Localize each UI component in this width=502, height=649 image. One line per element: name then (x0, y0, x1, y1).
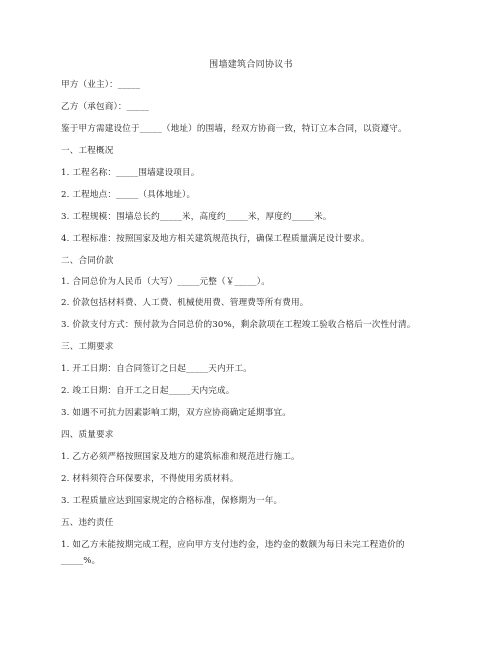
party-b-line: 乙方（承包商）：_____ (61, 102, 149, 112)
clause-line: 1. 合同总价为人民币（大写）_____元整（￥_____）。 (61, 277, 270, 287)
section-heading-overview: 一、工程概况 (61, 146, 114, 156)
clause-line: 3. 如遇不可抗力因素影响工期，双方应协商确定延期事宜。 (61, 408, 291, 418)
party-a-line: 甲方（业主）：_____ (61, 80, 141, 90)
clause-line: 2. 工程地点：_____（具体地址）。 (61, 190, 196, 200)
clause-line: 3. 价款支付方式：预付款为合同总价的30%，剩余款项在工程竣工验收合格后一次性付清。 (61, 320, 416, 330)
clause-line: 2. 竣工日期：自开工之日起_____天内完成。 (61, 386, 235, 396)
preamble-line: 鉴于甲方需建设位于_____（地址）的围墙，经双方协商一致，特订立本合同，以资遵守。 (61, 124, 407, 134)
clause-line: 4. 工程标准：按照国家及地方相关建筑规范执行，确保工程质量满足设计要求。 (61, 234, 370, 244)
section-heading-schedule: 三、工期要求 (61, 342, 114, 352)
section-heading-liability: 五、违约责任 (61, 518, 114, 528)
clause-line: 1. 开工日期：自合同签订之日起_____天内开工。 (61, 364, 253, 374)
section-heading-quality: 四、质量要求 (61, 430, 114, 440)
clause-line: 3. 工程质量应达到国家规定的合格标准，保修期为一年。 (61, 496, 283, 506)
clause-line: 1. 乙方必须严格按照国家及地方的建筑标准和规范进行施工。 (61, 452, 300, 462)
clause-line-continued: _____%。 (61, 556, 101, 566)
clause-line: 2. 价款包括材料费、人工费、机械使用费、管理费等所有费用。 (61, 298, 309, 308)
clause-line: 1. 如乙方未能按期完成工程，应向甲方支付违约金，违约金的数额为每日未完工程造价的 (61, 540, 405, 550)
clause-line: 1. 工程名称：_____围墙建设项目。 (61, 168, 200, 178)
section-heading-price: 二、合同价款 (61, 256, 114, 266)
document-title: 围墙建筑合同协议书 (209, 60, 293, 70)
clause-line: 2. 材料须符合环保要求，不得使用劣质材料。 (61, 474, 239, 484)
clause-line: 3. 工程规模：围墙总长约_____米，高度约_____米，厚度约_____米。 (61, 212, 332, 222)
